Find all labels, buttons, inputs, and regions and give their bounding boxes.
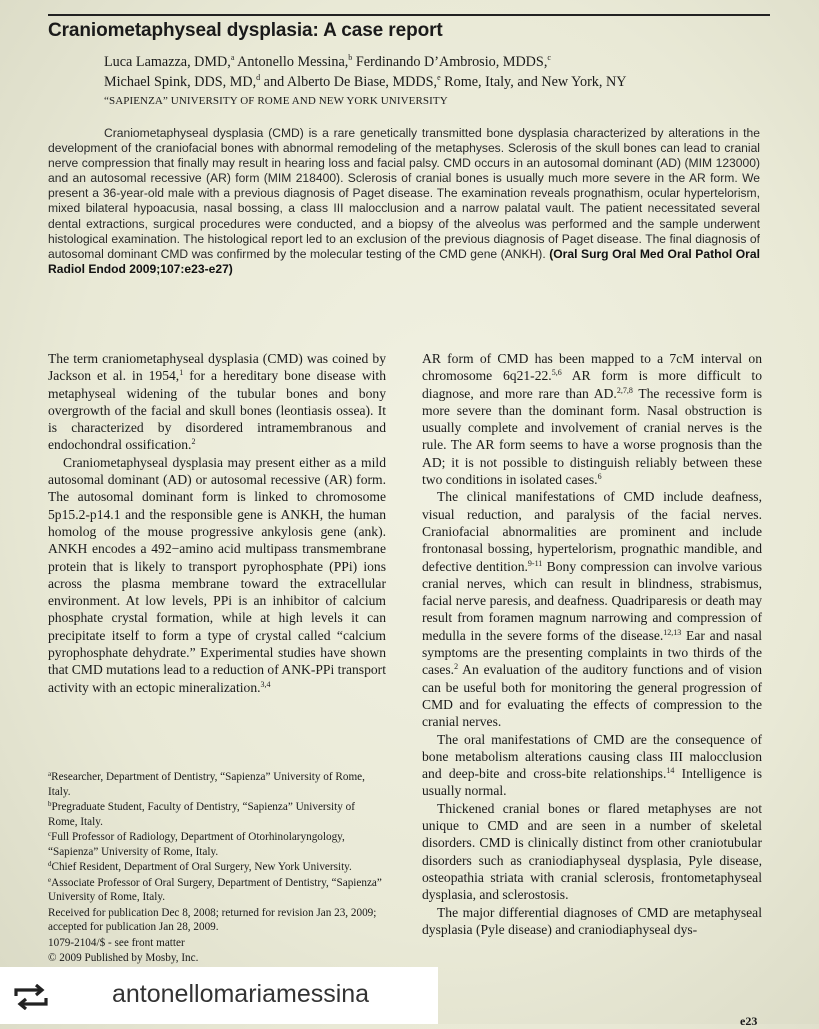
author-locations: Rome, Italy, and New York, NY: [440, 74, 627, 90]
footnote-text: Associate Professor of Oral Surgery, Department of Dentistry, “Sapienza” University of Rome, Italy.: [48, 876, 382, 903]
footnote-c: [48, 830, 386, 859]
issn-line: 1079-2104/$ - see front matter: [48, 936, 185, 949]
reference-sup: 6: [597, 472, 602, 482]
body-text: Craniometaphyseal dysplasia may present either as a mild autosomal dominant (AD) or autosomal recessive (AR) form. The autosomal dominant form is linked to chromosome 5p15.2-p14.1 and the responsible gene is ANKH, the human homolog of the mouse progressive ankylosis gene (ank). ANKH encodes a 492−amino acid multipass transmembrane protein that is likely to transport pyrophosphate (PPi) ions across the plasma membrane toward the extracellular environment. At low levels, PPi is an inhibitor of calcium phosphate crystal formation, while at high levels it can precipitate itself to form a type of crystal called “calcium pyrophosphate dehydrate.” Experimental studies have shown that CMD mutations lead to a reduction of ANK-PPi transport activity with an ectopic mineralization.: [48, 454, 386, 695]
body-text: The oral manifestations of CMD are the consequence of bone metabolism alterations causing class III malocclusion and deep-bite and cross-bite relationships.: [422, 731, 762, 782]
author-lamazza: Luca Lamazza, DMD,: [104, 54, 231, 70]
body-text: AR form is more difficult to diagnose, and more rare than AD.: [422, 368, 763, 401]
footnote-text: Full Professor of Radiology, Department of Otorhinolaryngology, “Sapienza” University of Rome, Italy.: [48, 831, 345, 858]
body-paragraph: [422, 731, 762, 800]
journal-citation: (Oral Surg Oral Med Oral Pathol Oral Radiol Endod 2009;107:e23-e27): [48, 246, 760, 276]
footnote-mark: d: [48, 860, 52, 868]
reference-sup: 2,7,8: [616, 385, 633, 395]
body-text: for a hereditary bone disease with metaphyseal widening of the tubular bones and bony overgrowth of the facial and skull bones (leontiasis ossea). It is characterized by disordered intramembranous and endochondral ossification.: [48, 368, 386, 453]
footnotes: [48, 770, 386, 967]
abstract-paragraph: [48, 126, 760, 277]
right-column: [422, 350, 762, 938]
author-sup: c: [547, 53, 551, 62]
author-list: [104, 52, 744, 92]
repost-bar: [0, 967, 438, 1024]
footnote-d: [48, 860, 386, 875]
repost-username[interactable]: antonellomariamessina: [112, 980, 370, 1008]
page-number: e23: [740, 1014, 758, 1028]
footnote-b: [48, 800, 386, 829]
author-sup: a: [230, 53, 235, 62]
reference-sup: 3,4: [260, 679, 271, 689]
body-text: The recessive form is more severe than the dominant form. Nasal obstruction is usually complete and involvement of cranial nerves is the rule. The AR form seems to have a worse prognosis than the AD; it is not possible to distinguish reliably between these two conditions in isolated cases.: [422, 385, 763, 488]
institution-affiliation: “SAPIENZA” UNIVERSITY OF ROME AND NEW YORK UNIVERSITY: [104, 95, 448, 107]
footnote-e: [48, 876, 386, 905]
body-paragraph: [422, 350, 762, 488]
reference-sup: 2: [454, 662, 459, 672]
footnote-a: [48, 770, 386, 799]
body-paragraph: The major differential diagnoses of CMD are metaphyseal dysplasia (Pyle disease) and craniodiaphyseal dys-: [422, 904, 762, 937]
body-text: The term craniometaphyseal dysplasia (CMD) was coined by Jackson et al. in 1954,: [48, 351, 386, 384]
reference-sup: 12,13: [663, 627, 682, 637]
body-text: Intelligence is usually normal.: [422, 766, 762, 799]
body-paragraph: [48, 454, 386, 696]
footnote-text: Pregraduate Student, Faculty of Dentistry, “Sapienza” University of Rome, Italy.: [48, 801, 355, 828]
author-sup: b: [348, 53, 353, 62]
author-spink: Michael Spink, DDS, MD,: [104, 74, 257, 90]
reference-sup: 9-11: [527, 558, 543, 568]
body-paragraph: [422, 488, 762, 730]
body-paragraph: [48, 350, 386, 454]
body-text: The clinical manifestations of CMD include deafness, visual reduction, and paralysis of the facial nerves. Craniofacial abnormalities are prominent and include frontonasal bossing, hypertelorism, prognathic mandible, and defective dentition.: [422, 489, 762, 574]
author-debiase: and Alberto De Biase, MDDS,: [260, 74, 438, 90]
footnote-text: Chief Resident, Department of Oral Surgery, New York University.: [51, 861, 352, 873]
reference-sup: 2: [191, 437, 196, 447]
left-column: [48, 350, 386, 696]
author-dambrosio: Ferdinando D’Ambrosio, MDDS,: [352, 54, 548, 70]
copyright-line: © 2009 Published by Mosby, Inc.: [48, 952, 199, 964]
author-sup: d: [256, 73, 261, 82]
abstract: [48, 126, 760, 277]
reference-sup: 5,6: [551, 368, 562, 378]
author-sup: e: [437, 73, 441, 82]
footnote-mark: b: [48, 800, 52, 808]
body-text: AR form of CMD has been mapped to a 7cM interval on chromosome 6q21-22.: [422, 351, 762, 384]
abstract-text: Craniometaphyseal dysplasia (CMD) is a rare genetically transmitted bone dysplasia characterized by alterations in the development of the craniofacial bones with abnormal remodeling of the metaphyses. Sclerosis of the skull bones can lead to cranial nerve compression that finally may result in hearing loss and facial palsy. CMD occurs in an autosomal dominant (AD) (MIM 123000) and an autosomal recessive (AR) form (MIM 218400). Sclerosis of cranial bones is usually much more severe in the AR form. We present a 36-year-old male with a previous diagnosis of Paget disease. The examination reveals prognathism, ocular hypertelorism, mixed bilateral hypoacusia, nasal bossing, a class III malocclusion and a narrow palatal vault. The patient necessitated several dental extractions, surgical procedures were conducted, and a biopsy of the alveolus was performed and the sample underwent histological examination. The histological report led to an exclusion of the previous diagnosis of Paget disease. The final diagnosis of autosomal dominant CMD was confirmed by the molecular testing of the CMD gene (ANKH).: [48, 126, 760, 261]
body-text: Bony compression can involve various cranial nerves, which can result in blindness, strabismus, facial nerve paresis, and deafness. Quadriparesis or death may result from foramen magnum narrowing and compression of medulla in the severe forms of the disease.: [422, 558, 762, 643]
publication-dates: Received for publication Dec 8, 2008; returned for revision Jan 23, 2009; accepted for publication Jan 28, 2009.: [48, 906, 377, 933]
reference-sup: 14: [666, 766, 675, 776]
footnote-text: Researcher, Department of Dentistry, “Sapienza” University of Rome, Italy.: [48, 771, 365, 798]
footnote-mark: e: [48, 875, 52, 884]
footnote-mark: c: [48, 830, 52, 838]
reference-sup: 1: [179, 368, 184, 378]
top-rule: [48, 14, 770, 16]
article-title: Craniometaphyseal dysplasia: A case report: [48, 20, 443, 41]
body-text: An evaluation of the auditory functions and of vision can be useful both for monitoring the general progression of CMD and for evaluating the effects of compression to the cranial nerves.: [422, 662, 762, 730]
footnote-mark: a: [48, 770, 52, 778]
body-paragraph: Thickened cranial bones or flared metaphyses are not unique to CMD and are seen in a number of skeletal disorders. CMD is clinically distinct from other craniotubular disorders such as craniodiaphyseal dysplasia, Pyle disease, osteopathia striata with cranial sclerosis, frontometaphyseal dysplasia, and sclerostosis.: [422, 800, 762, 903]
repost-icon[interactable]: [12, 984, 50, 1010]
author-messina: Antonello Messina,: [234, 54, 349, 70]
body-text: Ear and nasal symptoms are the presenting complaints in two thirds of the cases.: [422, 627, 762, 678]
